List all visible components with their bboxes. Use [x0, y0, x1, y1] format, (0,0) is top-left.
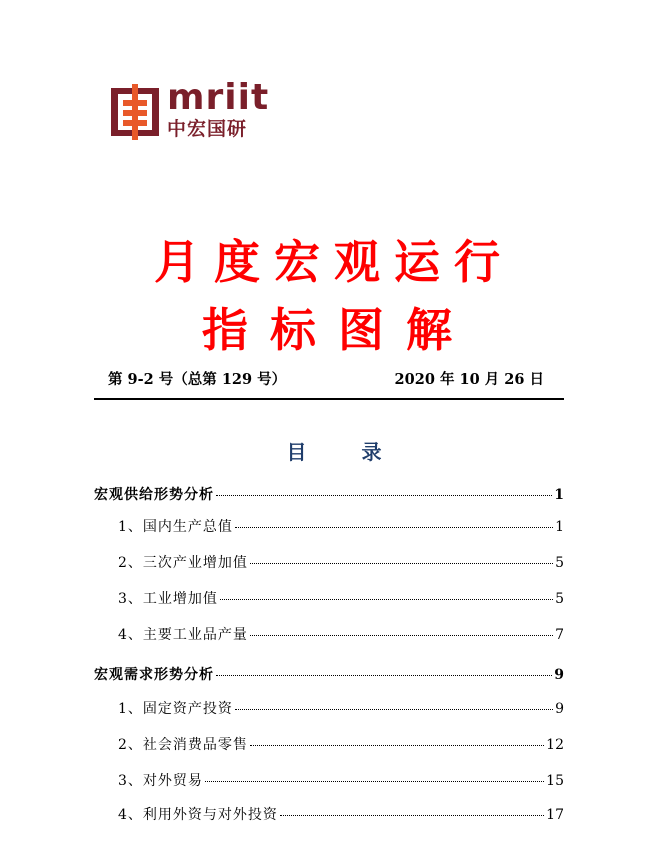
toc-dot-leader: [250, 745, 544, 746]
toc-entry-label: 4、利用外资与对外投资: [118, 807, 278, 823]
toc-entry-page: 1: [554, 487, 564, 503]
toc-entry[interactable]: [94, 484, 564, 506]
logo: [109, 77, 270, 142]
toc-entry-page: 9: [555, 701, 564, 717]
toc-dot-leader: [280, 815, 544, 816]
toc-entry-label: 宏观需求形势分析: [94, 667, 214, 683]
toc-entry-label: 宏观供给形势分析: [94, 487, 214, 503]
toc-dot-leader: [216, 675, 552, 676]
logo-wordmark-en: mriit: [167, 77, 270, 118]
toc-entry-label: 4、主要工业品产量: [118, 627, 248, 643]
toc-entry-page: 5: [555, 591, 564, 607]
publication-date: 2020 年 10 月 26 日: [394, 371, 544, 388]
toc-entry-page: 9: [554, 667, 564, 683]
toc-entry[interactable]: [94, 698, 564, 720]
toc-entry[interactable]: [94, 664, 564, 686]
mriit-logo-mark-icon: [109, 84, 161, 140]
toc-heading: 目 录: [286, 440, 406, 464]
issue-number: 第 9-2 号（总第 129 号）: [108, 371, 287, 388]
report-title-line-2: 指标图解: [202, 303, 474, 357]
header-divider: [94, 398, 564, 400]
toc-entry-label: 1、国内生产总值: [118, 519, 233, 535]
toc-entry-label: 2、社会消费品零售: [118, 737, 248, 753]
toc-dot-leader: [235, 709, 553, 710]
toc-dot-leader: [250, 635, 553, 636]
toc-entry-label: 1、固定资产投资: [118, 701, 233, 717]
toc-entry[interactable]: [94, 804, 564, 826]
toc-entry-label: 3、工业增加值: [118, 591, 218, 607]
toc-entry-page: 1: [555, 519, 564, 535]
toc-entry[interactable]: [94, 624, 564, 646]
toc-entry[interactable]: [94, 734, 564, 756]
toc-entry-page: 17: [546, 807, 564, 823]
toc-entry-page: 5: [555, 555, 564, 571]
toc-entry[interactable]: [94, 770, 564, 792]
toc-entry-label: 2、三次产业增加值: [118, 555, 248, 571]
toc-dot-leader: [216, 495, 552, 496]
toc-entry[interactable]: [94, 588, 564, 610]
report-title-line-1: 月度宏观运行: [154, 235, 514, 289]
toc-entry[interactable]: [94, 552, 564, 574]
logo-wordmark-cn: 中宏国研: [167, 118, 248, 140]
toc-entry-label: 3、对外贸易: [118, 773, 203, 789]
toc-dot-leader: [220, 599, 553, 600]
toc-dot-leader: [250, 563, 553, 564]
toc-entry-page: 7: [555, 627, 564, 643]
toc-entry[interactable]: [94, 516, 564, 538]
toc-dot-leader: [205, 781, 544, 782]
toc-dot-leader: [235, 527, 553, 528]
toc-entry-page: 15: [546, 773, 564, 789]
toc-entry-page: 12: [546, 737, 564, 753]
